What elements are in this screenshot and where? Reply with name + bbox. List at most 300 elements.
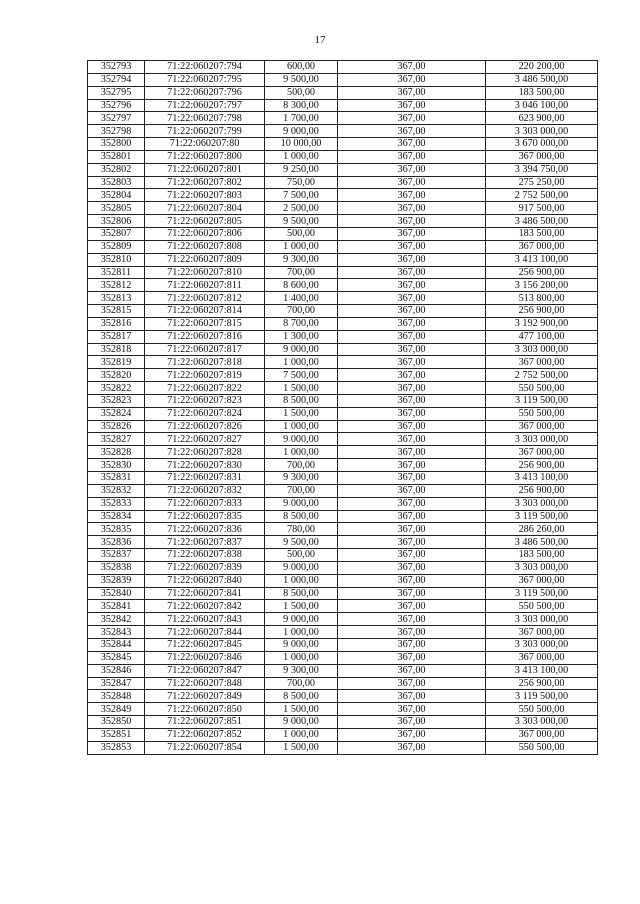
- cadastral-number-cell: 71:22:060207:839: [145, 561, 265, 574]
- cadastral-number-cell: 71:22:060207:828: [145, 446, 265, 459]
- table-row: [88, 523, 598, 536]
- rate-cell: 367,00: [338, 382, 486, 395]
- area-cell: 1 000,00: [265, 446, 338, 459]
- table-row: [88, 690, 598, 703]
- record-number-cell: 352802: [88, 163, 145, 176]
- table-row: [88, 716, 598, 729]
- cadastral-number-cell: 71:22:060207:840: [145, 574, 265, 587]
- area-cell: 1 500,00: [265, 600, 338, 613]
- area-cell: 9 000,00: [265, 561, 338, 574]
- area-cell: 500,00: [265, 227, 338, 240]
- value-cell: 3 192 900,00: [486, 317, 598, 330]
- table-row: [88, 279, 598, 292]
- table-row: [88, 407, 598, 420]
- rate-cell: 367,00: [338, 215, 486, 228]
- area-cell: 9 000,00: [265, 716, 338, 729]
- rate-cell: 367,00: [338, 394, 486, 407]
- record-number-cell: 352848: [88, 690, 145, 703]
- record-number-cell: 352793: [88, 61, 145, 74]
- area-cell: 9 300,00: [265, 472, 338, 485]
- cadastral-number-cell: 71:22:060207:800: [145, 150, 265, 163]
- table-row: [88, 369, 598, 382]
- cadastral-number-cell: 71:22:060207:844: [145, 626, 265, 639]
- cadastral-number-cell: 71:22:060207:846: [145, 651, 265, 664]
- value-cell: 3 303 000,00: [486, 561, 598, 574]
- rate-cell: 367,00: [338, 510, 486, 523]
- record-number-cell: 352826: [88, 420, 145, 433]
- rate-cell: 367,00: [338, 305, 486, 318]
- record-number-cell: 352844: [88, 638, 145, 651]
- rate-cell: 367,00: [338, 728, 486, 741]
- table-row: [88, 125, 598, 138]
- value-cell: 256 900,00: [486, 459, 598, 472]
- record-number-cell: 352834: [88, 510, 145, 523]
- rate-cell: 367,00: [338, 638, 486, 651]
- area-cell: 9 500,00: [265, 215, 338, 228]
- value-cell: 550 500,00: [486, 600, 598, 613]
- table-row: [88, 446, 598, 459]
- area-cell: 9 000,00: [265, 343, 338, 356]
- rate-cell: 367,00: [338, 73, 486, 86]
- rate-cell: 367,00: [338, 600, 486, 613]
- value-cell: 3 303 000,00: [486, 613, 598, 626]
- record-number-cell: 352824: [88, 407, 145, 420]
- area-cell: 9 300,00: [265, 664, 338, 677]
- rate-cell: 367,00: [338, 292, 486, 305]
- table-row: [88, 382, 598, 395]
- record-number-cell: 352846: [88, 664, 145, 677]
- record-number-cell: 352843: [88, 626, 145, 639]
- value-cell: 3 486 500,00: [486, 73, 598, 86]
- rate-cell: 367,00: [338, 703, 486, 716]
- table-row: [88, 356, 598, 369]
- record-number-cell: 352823: [88, 394, 145, 407]
- table-row: [88, 266, 598, 279]
- rate-cell: 367,00: [338, 459, 486, 472]
- cadastral-number-cell: 71:22:060207:806: [145, 227, 265, 240]
- area-cell: 1 000,00: [265, 651, 338, 664]
- table-row: [88, 61, 598, 74]
- cadastral-number-cell: 71:22:060207:851: [145, 716, 265, 729]
- record-number-cell: 352840: [88, 587, 145, 600]
- rate-cell: 367,00: [338, 112, 486, 125]
- area-cell: 1 500,00: [265, 407, 338, 420]
- cadastral-number-cell: 71:22:060207:837: [145, 536, 265, 549]
- area-cell: 1 500,00: [265, 703, 338, 716]
- cadastral-number-cell: 71:22:060207:832: [145, 484, 265, 497]
- value-cell: 3 413 100,00: [486, 253, 598, 266]
- value-cell: 3 303 000,00: [486, 343, 598, 356]
- rate-cell: 367,00: [338, 266, 486, 279]
- value-cell: 550 500,00: [486, 407, 598, 420]
- value-cell: 3 119 500,00: [486, 587, 598, 600]
- record-number-cell: 352794: [88, 73, 145, 86]
- area-cell: 9 000,00: [265, 497, 338, 510]
- cadastral-number-cell: 71:22:060207:802: [145, 176, 265, 189]
- rate-cell: 367,00: [338, 497, 486, 510]
- area-cell: 8 500,00: [265, 394, 338, 407]
- table-row: [88, 626, 598, 639]
- area-cell: 9 500,00: [265, 73, 338, 86]
- value-cell: 286 260,00: [486, 523, 598, 536]
- record-number-cell: 352815: [88, 305, 145, 318]
- value-cell: 3 119 500,00: [486, 690, 598, 703]
- table-row: [88, 728, 598, 741]
- value-cell: 367 000,00: [486, 150, 598, 163]
- rate-cell: 367,00: [338, 61, 486, 74]
- rate-cell: 367,00: [338, 561, 486, 574]
- value-cell: 3 046 100,00: [486, 99, 598, 112]
- value-cell: 183 500,00: [486, 86, 598, 99]
- area-cell: 500,00: [265, 549, 338, 562]
- rate-cell: 367,00: [338, 407, 486, 420]
- record-number-cell: 352809: [88, 240, 145, 253]
- cadastral-number-cell: 71:22:060207:801: [145, 163, 265, 176]
- rate-cell: 367,00: [338, 253, 486, 266]
- record-number-cell: 352851: [88, 728, 145, 741]
- rate-cell: 367,00: [338, 472, 486, 485]
- table-row: [88, 703, 598, 716]
- area-cell: 8 500,00: [265, 587, 338, 600]
- cadastral-number-cell: 71:22:060207:811: [145, 279, 265, 292]
- value-cell: 367 000,00: [486, 240, 598, 253]
- table-row: [88, 189, 598, 202]
- rate-cell: 367,00: [338, 613, 486, 626]
- table-row: [88, 536, 598, 549]
- value-cell: 3 119 500,00: [486, 510, 598, 523]
- record-number-cell: 352822: [88, 382, 145, 395]
- value-cell: 367 000,00: [486, 356, 598, 369]
- value-cell: 275 250,00: [486, 176, 598, 189]
- rate-cell: 367,00: [338, 523, 486, 536]
- value-cell: 3 303 000,00: [486, 125, 598, 138]
- value-cell: 3 119 500,00: [486, 394, 598, 407]
- area-cell: 1 300,00: [265, 330, 338, 343]
- area-cell: 780,00: [265, 523, 338, 536]
- cadastral-number-cell: 71:22:060207:814: [145, 305, 265, 318]
- area-cell: 9 250,00: [265, 163, 338, 176]
- cadastral-number-cell: 71:22:060207:815: [145, 317, 265, 330]
- value-cell: 220 200,00: [486, 61, 598, 74]
- cadastral-number-cell: 71:22:060207:827: [145, 433, 265, 446]
- rate-cell: 367,00: [338, 587, 486, 600]
- rate-cell: 367,00: [338, 279, 486, 292]
- cadastral-number-cell: 71:22:060207:848: [145, 677, 265, 690]
- area-cell: 2 500,00: [265, 202, 338, 215]
- table-row: [88, 86, 598, 99]
- table-row: [88, 343, 598, 356]
- rate-cell: 367,00: [338, 574, 486, 587]
- value-cell: 3 670 000,00: [486, 138, 598, 151]
- value-cell: 3 303 000,00: [486, 497, 598, 510]
- area-cell: 600,00: [265, 61, 338, 74]
- cadastral-number-cell: 71:22:060207:809: [145, 253, 265, 266]
- table-row: [88, 741, 598, 754]
- table-row: [88, 600, 598, 613]
- cadastral-number-cell: 71:22:060207:826: [145, 420, 265, 433]
- record-number-cell: 352839: [88, 574, 145, 587]
- area-cell: 1 000,00: [265, 574, 338, 587]
- record-number-cell: 352830: [88, 459, 145, 472]
- area-cell: 1 500,00: [265, 741, 338, 754]
- area-cell: 8 600,00: [265, 279, 338, 292]
- table-row: [88, 561, 598, 574]
- record-number-cell: 352842: [88, 613, 145, 626]
- cadastral-number-cell: 71:22:060207:816: [145, 330, 265, 343]
- cadastral-number-cell: 71:22:060207:823: [145, 394, 265, 407]
- area-cell: 9 000,00: [265, 433, 338, 446]
- record-number-cell: 352797: [88, 112, 145, 125]
- table-row: [88, 587, 598, 600]
- area-cell: 9 000,00: [265, 638, 338, 651]
- area-cell: 9 300,00: [265, 253, 338, 266]
- area-cell: 700,00: [265, 459, 338, 472]
- cadastral-number-cell: 71:22:060207:842: [145, 600, 265, 613]
- rate-cell: 367,00: [338, 330, 486, 343]
- rate-cell: 367,00: [338, 202, 486, 215]
- cadastral-number-cell: 71:22:060207:841: [145, 587, 265, 600]
- table-row: [88, 240, 598, 253]
- cadastral-number-cell: 71:22:060207:80: [145, 138, 265, 151]
- page-number: 17: [314, 34, 326, 46]
- table-body: [88, 61, 598, 755]
- record-number-cell: 352850: [88, 716, 145, 729]
- record-number-cell: 352796: [88, 99, 145, 112]
- rate-cell: 367,00: [338, 536, 486, 549]
- record-number-cell: 352831: [88, 472, 145, 485]
- record-number-cell: 352816: [88, 317, 145, 330]
- cadastral-number-cell: 71:22:060207:795: [145, 73, 265, 86]
- area-cell: 8 500,00: [265, 510, 338, 523]
- value-cell: 256 900,00: [486, 677, 598, 690]
- table-row: [88, 305, 598, 318]
- table-row: [88, 253, 598, 266]
- area-cell: 700,00: [265, 266, 338, 279]
- cadastral-number-cell: 71:22:060207:794: [145, 61, 265, 74]
- value-cell: 3 486 500,00: [486, 215, 598, 228]
- cadastral-number-cell: 71:22:060207:804: [145, 202, 265, 215]
- area-cell: 9 000,00: [265, 613, 338, 626]
- table-row: [88, 651, 598, 664]
- cadastral-number-cell: 71:22:060207:798: [145, 112, 265, 125]
- value-cell: 367 000,00: [486, 420, 598, 433]
- cadastral-number-cell: 71:22:060207:836: [145, 523, 265, 536]
- cadastral-number-cell: 71:22:060207:805: [145, 215, 265, 228]
- rate-cell: 367,00: [338, 651, 486, 664]
- cadastral-number-cell: 71:22:060207:849: [145, 690, 265, 703]
- record-number-cell: 352804: [88, 189, 145, 202]
- table-row: [88, 420, 598, 433]
- area-cell: 1 700,00: [265, 112, 338, 125]
- rate-cell: 367,00: [338, 176, 486, 189]
- rate-cell: 367,00: [338, 664, 486, 677]
- record-number-cell: 352820: [88, 369, 145, 382]
- value-cell: 3 156 200,00: [486, 279, 598, 292]
- record-number-cell: 352795: [88, 86, 145, 99]
- value-cell: 3 303 000,00: [486, 716, 598, 729]
- value-cell: 367 000,00: [486, 446, 598, 459]
- cadastral-number-cell: 71:22:060207:847: [145, 664, 265, 677]
- rate-cell: 367,00: [338, 446, 486, 459]
- area-cell: 1 000,00: [265, 420, 338, 433]
- value-cell: 256 900,00: [486, 484, 598, 497]
- value-cell: 367 000,00: [486, 728, 598, 741]
- rate-cell: 367,00: [338, 484, 486, 497]
- value-cell: 256 900,00: [486, 305, 598, 318]
- rate-cell: 367,00: [338, 189, 486, 202]
- rate-cell: 367,00: [338, 716, 486, 729]
- rate-cell: 367,00: [338, 86, 486, 99]
- value-cell: 3 413 100,00: [486, 472, 598, 485]
- record-number-cell: 352847: [88, 677, 145, 690]
- table-row: [88, 394, 598, 407]
- record-number-cell: 352841: [88, 600, 145, 613]
- cadastral-number-cell: 71:22:060207:796: [145, 86, 265, 99]
- table-row: [88, 510, 598, 523]
- table-row: [88, 664, 598, 677]
- cadastral-number-cell: 71:22:060207:817: [145, 343, 265, 356]
- cadastral-number-cell: 71:22:060207:799: [145, 125, 265, 138]
- record-number-cell: 352818: [88, 343, 145, 356]
- table-row: [88, 176, 598, 189]
- area-cell: 7 500,00: [265, 189, 338, 202]
- record-number-cell: 352800: [88, 138, 145, 151]
- record-number-cell: 352801: [88, 150, 145, 163]
- table-row: [88, 73, 598, 86]
- value-cell: 3 394 750,00: [486, 163, 598, 176]
- area-cell: 8 500,00: [265, 690, 338, 703]
- cadastral-number-cell: 71:22:060207:819: [145, 369, 265, 382]
- value-cell: 917 500,00: [486, 202, 598, 215]
- cadastral-number-cell: 71:22:060207:824: [145, 407, 265, 420]
- table-row: [88, 497, 598, 510]
- rate-cell: 367,00: [338, 138, 486, 151]
- record-number-cell: 352812: [88, 279, 145, 292]
- rate-cell: 367,00: [338, 125, 486, 138]
- table-row: [88, 202, 598, 215]
- area-cell: 750,00: [265, 176, 338, 189]
- value-cell: 183 500,00: [486, 549, 598, 562]
- area-cell: 8 700,00: [265, 317, 338, 330]
- cadastral-number-cell: 71:22:060207:797: [145, 99, 265, 112]
- value-cell: 183 500,00: [486, 227, 598, 240]
- record-number-cell: 352803: [88, 176, 145, 189]
- rate-cell: 367,00: [338, 150, 486, 163]
- rate-cell: 367,00: [338, 677, 486, 690]
- value-cell: 3 303 000,00: [486, 638, 598, 651]
- record-number-cell: 352819: [88, 356, 145, 369]
- table-row: [88, 215, 598, 228]
- cadastral-number-cell: 71:22:060207:803: [145, 189, 265, 202]
- value-cell: 367 000,00: [486, 626, 598, 639]
- cadastral-number-cell: 71:22:060207:835: [145, 510, 265, 523]
- record-number-cell: 352849: [88, 703, 145, 716]
- value-cell: 623 900,00: [486, 112, 598, 125]
- area-cell: 1 400,00: [265, 292, 338, 305]
- rate-cell: 367,00: [338, 433, 486, 446]
- table-row: [88, 163, 598, 176]
- value-cell: 2 752 500,00: [486, 369, 598, 382]
- value-cell: 3 413 100,00: [486, 664, 598, 677]
- record-number-cell: 352837: [88, 549, 145, 562]
- record-number-cell: 352835: [88, 523, 145, 536]
- table-row: [88, 549, 598, 562]
- table-row: [88, 638, 598, 651]
- record-number-cell: 352811: [88, 266, 145, 279]
- cadastral-number-cell: 71:22:060207:822: [145, 382, 265, 395]
- record-number-cell: 352810: [88, 253, 145, 266]
- cadastral-number-cell: 71:22:060207:854: [145, 741, 265, 754]
- record-number-cell: 352853: [88, 741, 145, 754]
- area-cell: 8 300,00: [265, 99, 338, 112]
- value-cell: 550 500,00: [486, 703, 598, 716]
- table-row: [88, 292, 598, 305]
- rate-cell: 367,00: [338, 741, 486, 754]
- area-cell: 1 000,00: [265, 240, 338, 253]
- area-cell: 700,00: [265, 305, 338, 318]
- rate-cell: 367,00: [338, 626, 486, 639]
- rate-cell: 367,00: [338, 356, 486, 369]
- record-number-cell: 352817: [88, 330, 145, 343]
- record-number-cell: 352806: [88, 215, 145, 228]
- cadastral-number-cell: 71:22:060207:845: [145, 638, 265, 651]
- value-cell: 3 486 500,00: [486, 536, 598, 549]
- value-cell: 367 000,00: [486, 651, 598, 664]
- rate-cell: 367,00: [338, 549, 486, 562]
- table-row: [88, 227, 598, 240]
- value-cell: 2 752 500,00: [486, 189, 598, 202]
- cadastral-number-cell: 71:22:060207:818: [145, 356, 265, 369]
- value-cell: 3 303 000,00: [486, 433, 598, 446]
- record-number-cell: 352828: [88, 446, 145, 459]
- value-cell: 367 000,00: [486, 574, 598, 587]
- record-number-cell: 352805: [88, 202, 145, 215]
- area-cell: 1 000,00: [265, 150, 338, 163]
- rate-cell: 367,00: [338, 99, 486, 112]
- record-number-cell: 352813: [88, 292, 145, 305]
- cadastral-number-cell: 71:22:060207:830: [145, 459, 265, 472]
- rate-cell: 367,00: [338, 163, 486, 176]
- cadastral-number-cell: 71:22:060207:831: [145, 472, 265, 485]
- area-cell: 700,00: [265, 677, 338, 690]
- area-cell: 9 500,00: [265, 536, 338, 549]
- value-cell: 550 500,00: [486, 741, 598, 754]
- rate-cell: 367,00: [338, 317, 486, 330]
- area-cell: 1 000,00: [265, 356, 338, 369]
- value-cell: 256 900,00: [486, 266, 598, 279]
- record-number-cell: 352845: [88, 651, 145, 664]
- cadastral-number-cell: 71:22:060207:812: [145, 292, 265, 305]
- area-cell: 700,00: [265, 484, 338, 497]
- table-row: [88, 330, 598, 343]
- cadastral-number-cell: 71:22:060207:838: [145, 549, 265, 562]
- area-cell: 1 000,00: [265, 626, 338, 639]
- area-cell: 10 000,00: [265, 138, 338, 151]
- rate-cell: 367,00: [338, 420, 486, 433]
- record-number-cell: 352798: [88, 125, 145, 138]
- table-row: [88, 472, 598, 485]
- area-cell: 7 500,00: [265, 369, 338, 382]
- record-number-cell: 352832: [88, 484, 145, 497]
- record-number-cell: 352838: [88, 561, 145, 574]
- rate-cell: 367,00: [338, 343, 486, 356]
- record-number-cell: 352827: [88, 433, 145, 446]
- table-row: [88, 459, 598, 472]
- table-row: [88, 574, 598, 587]
- value-cell: 513 800,00: [486, 292, 598, 305]
- table-row: [88, 112, 598, 125]
- area-cell: 9 000,00: [265, 125, 338, 138]
